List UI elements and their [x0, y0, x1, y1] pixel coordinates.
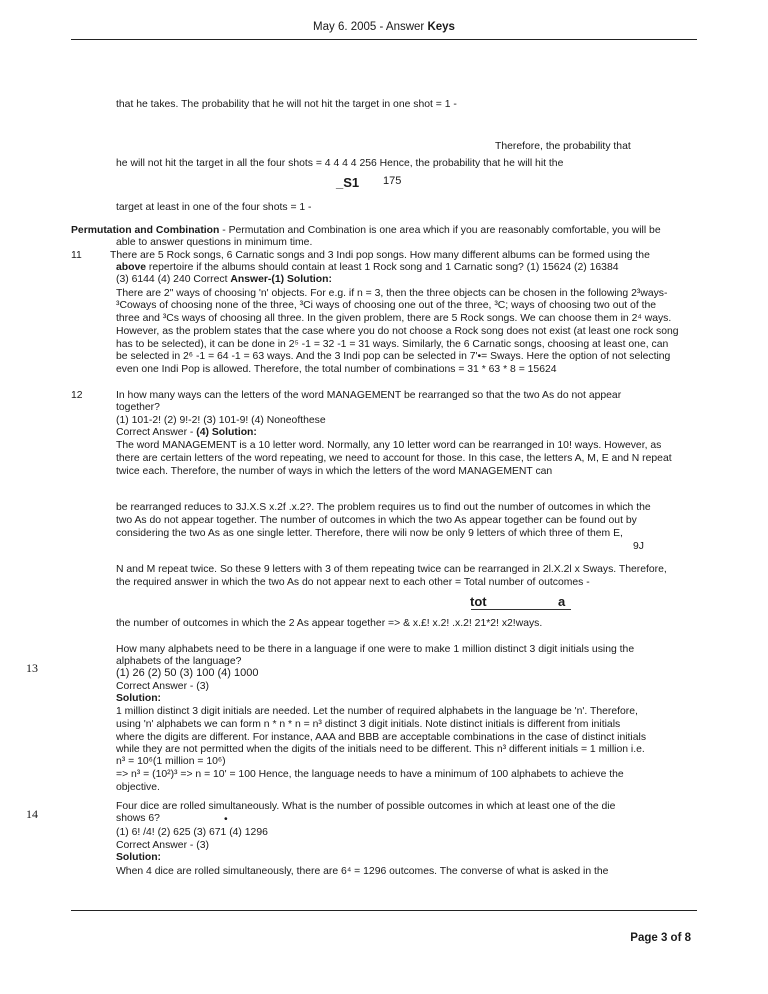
q12-number: 12: [71, 390, 83, 401]
q13-line2: alphabets of the language?: [116, 656, 242, 667]
q12-answer-label: Correct Answer -: [116, 427, 197, 438]
q11-sol4: However, as the problem states that the case where you do not choose a Rock song does not exist (at least one rock song: [116, 326, 679, 337]
q14-bullet: •: [224, 814, 228, 825]
q13-options: (1) 26 (2) 50 (3) 100 (4) 1000: [116, 667, 259, 679]
q12-sol9: the number of outcomes in which the 2 As appear together => & x.£! x.2! .x.2! 21*2! x2!ways.: [116, 618, 543, 629]
q12-sol3: twice each. Therefore, the number of ways in which the letters of the word MANAGEMENT can: [116, 466, 553, 477]
q12-fraction-bar: [471, 609, 571, 610]
q14-sol1: When 4 dice are rolled simultaneously, there are 6⁴ = 1296 outcomes. The converse of what is asked in the: [116, 866, 609, 877]
p1-fraction-175: 175: [383, 175, 402, 187]
q13-sol7: objective.: [116, 782, 160, 793]
q14-line2: shows 6?: [116, 813, 160, 824]
q12-sol1: The word MANAGEMENT is a 10 letter word. Normally, any 10 letter word can be rearranged in 10! ways. However, as: [116, 440, 662, 451]
perm-line2: able to answer questions in minimum time.: [116, 237, 313, 248]
p1-line3: he will not hit the target in all the four shots = 4 4 4 4 256 Hence, the probability that he will hit the: [116, 158, 564, 169]
q11-sol6: be selected in 2⁶ -1 = 64 -1 = 63 ways. And the 3 Indi pop can be selected in 7'•= Sways. Here the option of not selecting: [116, 351, 671, 362]
q11-number: 11: [71, 250, 82, 261]
q12-sol8: the required answer in which the two As do not appear next to each other = Total number of outcomes -: [116, 577, 590, 588]
q11-sol5: has to be selected), it can be done in 2⁵ -1 = 32 -1 = 31 ways. Similarly, the 6 Carnatic songs, choosing at least one, can: [116, 339, 669, 350]
p1-line2: Therefore, the probability that: [495, 141, 631, 152]
q11-line3: [116, 274, 332, 286]
q12-options: (1) 101-2! (2) 9!-2! (3) 101-9! (4) Noneofthese: [116, 415, 326, 426]
q13-line1: How many alphabets need to be there in a language if one were to make 1 million distinct 3 digit initials using the: [116, 644, 635, 655]
q13-solution-label: Solution:: [116, 693, 162, 704]
q11-line2-text: repertoire if the albums should contain at least 1 Rock song and 1 Carnatic song? (1) 15624 (2) 16384: [146, 262, 619, 273]
q12-tot: tot: [470, 594, 487, 609]
perm-intro: [71, 225, 661, 237]
q12-sol7: N and M repeat twice. So these 9 letters with 3 of them repeating twice can be rearranged in 2l.X.2l x Sways. Therefore,: [116, 564, 667, 575]
p1-line1: that he takes. The probability that he will not hit the target in one shot = 1 -: [116, 99, 457, 110]
q13-sol4: while they are not permitted when the digits of the initials need to be different. This n³ different initials = 1 million i.e.: [116, 744, 645, 755]
q13-sol5: n³ = 10⁶(1 million = 10⁶): [116, 756, 226, 767]
page-number: Page 3 of 8: [630, 932, 691, 944]
q11-sol2: ³Coways of choosing none of the three, ³Ci ways of choosing one out of the three, ³C; ways of choosing two out of the: [116, 300, 657, 311]
header-keys: Keys: [427, 21, 455, 33]
q14-number: 14: [26, 807, 38, 821]
p1-fraction-s1: _S1: [336, 175, 360, 190]
q12-sol6-9j: 9J: [633, 541, 644, 552]
header-rule: [71, 39, 697, 40]
q13-sol3: where the digits are different. For instance, AAA and BBB are acceptable combinations in the case of distinct initials: [116, 732, 647, 743]
q14-solution-label: Solution:: [116, 852, 162, 863]
q13-answer: Correct Answer - (3): [116, 681, 209, 692]
q11-line2: [116, 262, 619, 274]
q13-sol6: => n³ = (10²)³ => n = 10' = 100 Hence, the language needs to have a minimum of 100 alphabets to achieve the: [116, 769, 624, 780]
q12-line1: In how many ways can the letters of the word MANAGEMENT be rearranged so that the two As do not appear: [116, 390, 622, 401]
q12-sol4: be rearranged reduces to 3J.X.S x.2f .x.2?. The problem requires us to find out the number of outcomes in which the: [116, 502, 651, 513]
q11-above: above: [116, 262, 147, 273]
q13-sol1: 1 million distinct 3 digit initials are needed. Let the number of required alphabets in the language be 'n'. Therefore,: [116, 706, 638, 717]
q13-number: 13: [26, 661, 38, 675]
perm-title: Permutation and Combination: [71, 225, 220, 236]
q13-sol2: using 'n' alphabets we can form n * n * n = n³ distinct 3 digit initials. Note distinct initials is different from initials: [116, 719, 621, 730]
q11-sol7: even one Indi Pop is allowed. Therefore, the total number of combinations = 31 * 63 * 8 = 15624: [116, 364, 557, 375]
q11-line1: There are 5 Rock songs, 6 Carnatic songs and 3 Indi pop songs. How many different albums can be formed using the: [110, 250, 650, 261]
q14-answer: Correct Answer - (3): [116, 840, 209, 851]
p1-line4: target at least in one of the four shots = 1 -: [116, 202, 312, 213]
q12-sol2: there are certain letters of the word repeating, we need to account for those. In this case, the letters A, M, E and N repeat: [116, 453, 672, 464]
q11-sol1: There are 2" ways of choosing 'n' objects. For e.g. if n = 3, then the three objects can be chosen in the following 2³ways-: [116, 288, 668, 299]
header-text: May 6. 2005 - Answer: [313, 21, 428, 33]
q11-answer: Answer-(1) Solution:: [230, 274, 332, 285]
q12-sol6: considering the two As as one single letter. Therefore, there wili now be only 9 letters of which three of them E,: [116, 528, 623, 539]
q11-options: (3) 6144 (4) 240 Correct: [116, 274, 231, 285]
perm-line1: - Permutation and Combination is one area which if you are reasonably comfortable, you will be: [219, 225, 661, 236]
q12-sol5: two As do not appear together. The number of outcomes in which the two As appear together can be found out by: [116, 515, 637, 526]
q11-sol3: three and ³Cs ways of choosing all three. In the given problem, there are 5 Rock songs. We can choose them in 2⁴ ways.: [116, 313, 672, 324]
page-header: [0, 21, 768, 33]
q12-answer: [116, 427, 257, 439]
q14-line1: Four dice are rolled simultaneously. What is the number of possible outcomes in which at least one of the die: [116, 801, 616, 812]
footer-rule: [71, 910, 697, 911]
q12-answer-sol: (4) Solution:: [196, 427, 257, 438]
q12-a: a: [558, 594, 566, 609]
q14-options: (1) 6! /4! (2) 625 (3) 671 (4) 1296: [116, 827, 268, 838]
q12-line2: together?: [116, 402, 160, 413]
